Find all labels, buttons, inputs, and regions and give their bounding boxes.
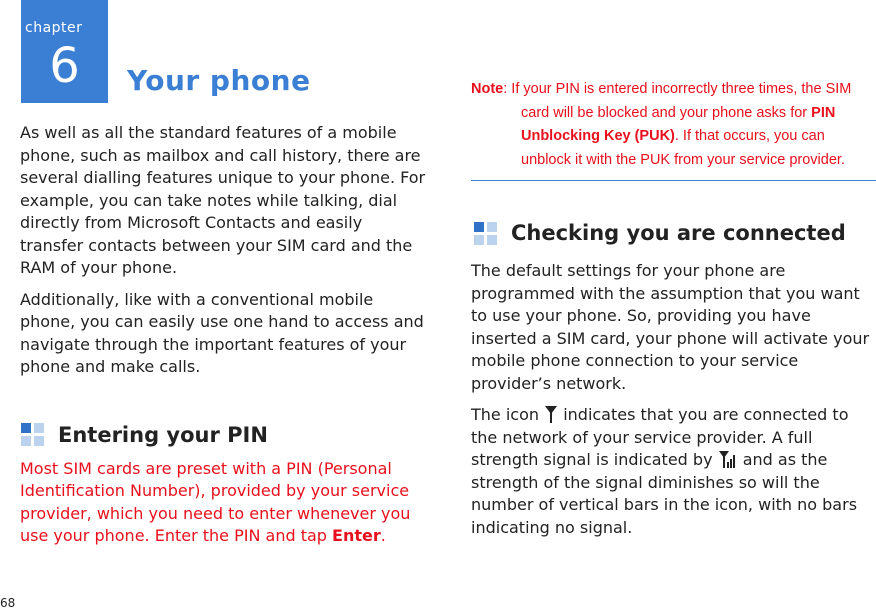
pin-section-heading xyxy=(21,423,428,447)
p2-text-3: and as the strength of the signal diminishes so will the number of vertical bars in the icon, with no bars indicating no signal. xyxy=(471,450,858,537)
chapter-number: 6 xyxy=(49,38,80,94)
section-marker-icon xyxy=(474,222,497,245)
chapter-title: Your phone xyxy=(127,64,311,97)
pin-note xyxy=(471,78,876,181)
p2-text-2: indicates that you are connected to the network of your service provider. A full strength signal is indicated by xyxy=(471,405,849,469)
pin-enter-bold: Enter xyxy=(332,526,381,545)
connected-heading-text: Checking you are connected xyxy=(511,221,846,245)
intro-paragraph-1: As well as all the standard features of a mobile phone, such as mailbox and call history, there are several dialling features unique to your phone. For example, you can take notes while talking, dial directly from Microsoft Contacts and easily transfer contacts between your SIM card and the RAM of your phone. xyxy=(20,123,426,277)
pin-body-end: . xyxy=(380,526,386,545)
p2-text-1: The icon xyxy=(471,405,545,424)
chapter-label: chapter xyxy=(25,20,83,36)
note-text: : If your PIN is entered incorrectly three times, the SIM card will be blocked and your phone asks for xyxy=(503,81,852,121)
intro-paragraph-2: Additionally, like with a conventional mobile phone, you can easily use one hand to access and navigate through the important features of your phone and make calls. xyxy=(20,289,424,376)
antenna-icon xyxy=(544,405,558,423)
pin-body-text: Most SIM cards are preset with a PIN (Personal Identification Number), provided by your service provider, which you need to enter whenever you use your phone. Enter the PIN and tap xyxy=(20,458,411,545)
connected-section-heading xyxy=(474,221,876,245)
connected-paragraph-1: The default settings for your phone are programmed with the assumption that you want to use your phone. So, providing you have inserted a SIM card, your phone will activate your mobile phone connection to your service provider’s network. xyxy=(471,261,870,393)
left-column xyxy=(20,122,428,548)
right-column xyxy=(471,78,876,539)
note-label: Note xyxy=(471,81,504,97)
section-marker-icon xyxy=(21,423,44,446)
pin-section-body xyxy=(20,458,428,548)
connected-paragraph-2 xyxy=(471,404,876,539)
signal-full-icon xyxy=(718,450,738,468)
chapter-tab xyxy=(21,0,108,103)
pin-heading-text: Entering your PIN xyxy=(58,422,268,447)
note-text-end: . If that occurs, you can unblock it with the PUK from your service provider. xyxy=(521,128,845,168)
note-puk-bold: PIN Unblocking Key (PUK) xyxy=(521,104,836,144)
page-number: 68 xyxy=(0,596,16,610)
note-body xyxy=(471,78,876,172)
